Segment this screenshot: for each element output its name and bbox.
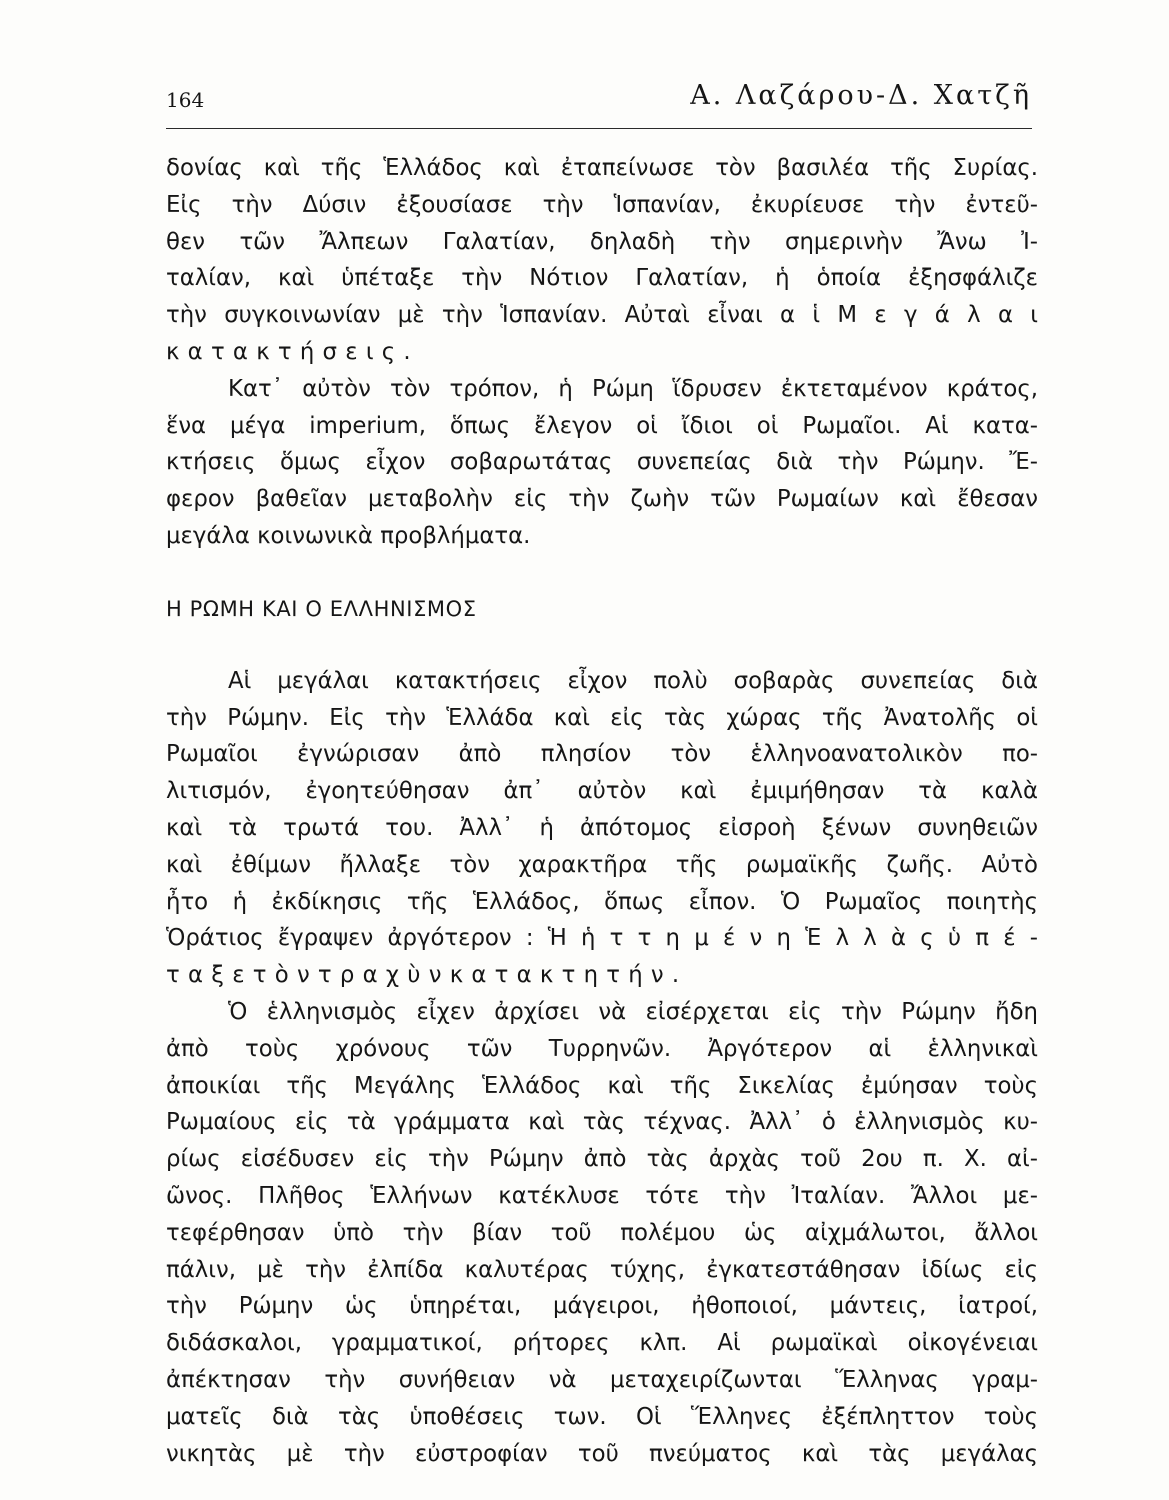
- text-line: ῶνος. Πλῆθος Ἑλλήνων κατέκλυσε τότε τὴν Ἰταλίαν. Ἄλλοι με-: [166, 1182, 1038, 1209]
- text-line: τεφέρθησαν ὑπὸ τὴν βίαν τοῦ πολέμου ὡς αἰχμάλωτοι, ἄλλοι: [166, 1219, 1038, 1246]
- text-line: καὶ τὰ τρωτά του. Ἀλλ᾽ ἡ ἀπότομος εἰσροὴ ξένων συνηθειῶν: [166, 814, 1038, 841]
- text-line: τὴν Ρώμην. Εἰς τὴν Ἑλλάδα καὶ εἰς τὰς χώρας τῆς Ἀνατολῆς οἱ: [166, 704, 1038, 731]
- text-line: νικητὰς μὲ τὴν εὐστροφίαν τοῦ πνεύματος καὶ τὰς μεγάλας: [166, 1440, 1038, 1467]
- text-line: ματεῖς διὰ τὰς ὑποθέσεις των. Οἱ Ἕλληνες ἐξέπληττον τοὺς: [166, 1403, 1038, 1430]
- page-header: [166, 80, 1032, 129]
- body-text: [166, 150, 1038, 1472]
- text-line: Αἱ μεγάλαι κατακτήσεις εἶχον πολὺ σοβαρὰς συνεπείας διὰ: [228, 667, 1038, 694]
- text-line: Κατ᾽ αὐτὸν τὸν τρόπον, ἡ Ρώμη ἵδρυσεν ἐκτεταμένον κράτος,: [228, 375, 1038, 402]
- text-line: Εἰς τὴν Δύσιν ἐξουσίασε τὴν Ἱσπανίαν, ἐκυρίευσε τὴν ἐντεῦ-: [166, 191, 1038, 218]
- paragraph-conquests: [166, 150, 1038, 371]
- text-line: μεγάλα κοινωνικὰ προβλήματα.: [166, 522, 531, 549]
- text-line: ἀπὸ τοὺς χρόνους τῶν Τυρρηνῶν. Ἀργότερον αἱ ἑλληνικαὶ: [166, 1035, 1038, 1062]
- text-line: Ὁράτιος ἔγραψεν ἀργότερον : Ἡ ἡ τ τ η μ έ ν η Ἑ λ λ ὰ ς ὑ π έ -: [166, 925, 1038, 952]
- text-line: πάλιν, μὲ τὴν ἐλπίδα καλυτέρας τύχης, ἐγκατεστάθησαν ἰδίως εἰς: [166, 1256, 1038, 1283]
- text-line: Ὁ ἑλληνισμὸς εἶχεν ἀρχίσει νὰ εἰσέρχεται εἰς τὴν Ρώμην ἤδη: [228, 998, 1038, 1025]
- text-line: ἦτο ἡ ἐκδίκησις τῆς Ἑλλάδος, ὅπως εἶπον. Ὁ Ρωμαῖος ποιητὴς: [166, 888, 1038, 915]
- text-line: καὶ ἐθίμων ἤλλαξε τὸν χαρακτῆρα τῆς ρωμαϊκῆς ζωῆς. Αὐτὸ: [166, 851, 1038, 878]
- paragraph-hellenism: [166, 994, 1038, 1472]
- text-line: λιτισμόν, ἐγοητεύθησαν ἀπ᾽ αὐτὸν καὶ ἐμιμήθησαν τὰ καλὰ: [166, 778, 1038, 805]
- text-line: Ρωμαίους εἰς τὰ γράμματα καὶ τὰς τέχνας. Ἀλλ᾽ ὁ ἑλληνισμὸς κυ-: [166, 1109, 1038, 1136]
- text-line: ἀποικίαι τῆς Μεγάλης Ἑλλάδος καὶ τῆς Σικελίας ἐμύησαν τοὺς: [166, 1072, 1038, 1099]
- text-line: θεν τῶν Ἄλπεων Γαλατίαν, δηλαδὴ τὴν σημερινὴν Ἄνω Ἰ-: [166, 228, 1038, 255]
- paragraph-empire: [166, 371, 1038, 555]
- text-line: ἕνα μέγα imperium, ὅπως ἔλεγον οἱ ἴδιοι οἱ Ρωμαῖοι. Αἱ κατα-: [166, 412, 1038, 439]
- text-line: κτήσεις ὅμως εἶχον σοβαρωτάτας συνεπείας διὰ τὴν Ρώμην. Ἔ-: [166, 449, 1038, 476]
- text-line: ρίως εἰσέδυσεν εἰς τὴν Ρώμην ἀπὸ τὰς ἀρχὰς τοῦ 2ου π. Χ. αἰ-: [166, 1146, 1038, 1173]
- text-line: ἀπέκτησαν τὴν συνήθειαν νὰ μεταχειρίζωνται Ἕλληνας γραμ-: [166, 1366, 1038, 1393]
- text-line: δονίας καὶ τῆς Ἑλλάδος καὶ ἐταπείνωσε τὸν βασιλέα τῆς Συρίας.: [166, 155, 1038, 181]
- paragraph-consequences: [166, 663, 1038, 994]
- text-line: τὴν Ρώμην ὡς ὑπηρέται, μάγειροι, ἠθοποιοί, μάντεις, ἰατροί,: [166, 1293, 1038, 1320]
- section-heading: Η ΡΩΜΗ ΚΑΙ Ο ΕΛΛΗΝΙΣΜΟΣ: [166, 596, 477, 621]
- text-line: τ α ξ ε τ ὸ ν τ ρ α χ ὺ ν κ α τ α κ τ η τ ή ν .: [166, 962, 680, 989]
- text-line: τὴν συγκοινωνίαν μὲ τὴν Ἱσπανίαν. Αὐταὶ εἶναι α ἱ Μ ε γ ά λ α ι: [166, 302, 1038, 329]
- text-line: κ α τ α κ τ ή σ ε ι ς .: [166, 338, 412, 365]
- text-line: διδάσκαλοι, γραμματικοί, ρήτορες κλπ. Αἱ ρωμαϊκαὶ οἰκογένειαι: [166, 1330, 1038, 1357]
- text-line: ταλίαν, καὶ ὑπέταξε τὴν Νότιον Γαλατίαν, ἡ ὁποία ἐξησφάλιζε: [166, 265, 1038, 292]
- page-number: 164: [166, 88, 205, 112]
- text-line: φερον βαθεῖαν μεταβολὴν εἰς τὴν ζωὴν τῶν Ρωμαίων καὶ ἔθεσαν: [166, 486, 1038, 513]
- running-head: Α. Λαζάρου-Δ. Χατζῆ: [690, 80, 1032, 111]
- text-line: Ρωμαῖοι ἐγνώρισαν ἀπὸ πλησίον τὸν ἑλληνοανατολικὸν πο-: [166, 741, 1038, 768]
